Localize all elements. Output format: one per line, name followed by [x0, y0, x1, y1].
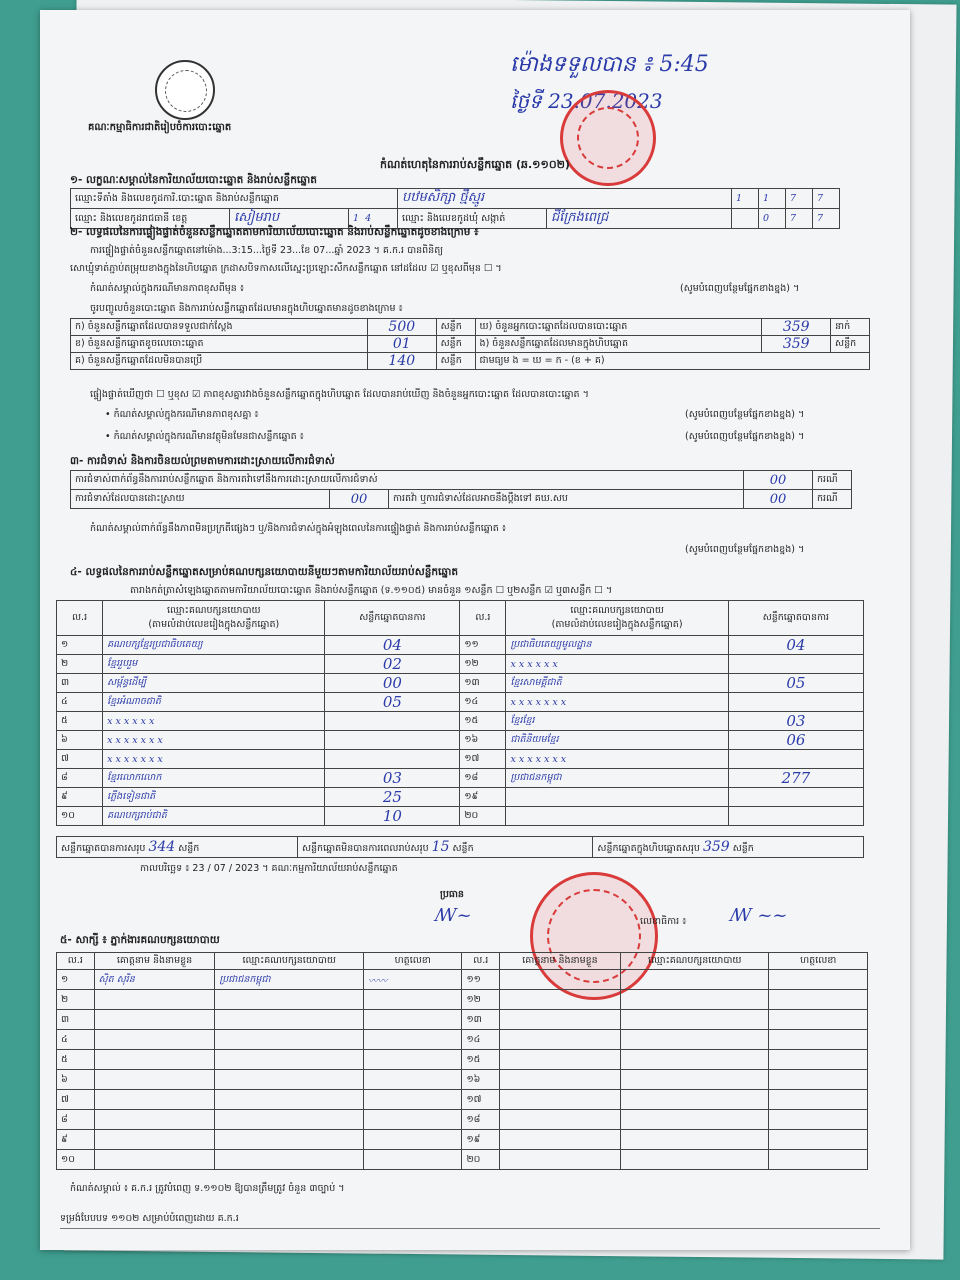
party-votes: 277: [728, 769, 863, 788]
row-number: ១៨: [462, 1110, 500, 1130]
s3-hint: (សូមបំពេញបន្ថែមផ្នែកខាងខ្នង) ។: [685, 544, 805, 555]
witness-party: [215, 1070, 364, 1090]
s3-unit: ករណី: [813, 471, 852, 490]
s2-line2: សោឃ្មុំទាត់ភ្ជាប់តម្រុយខាងក្នុងនៃហិបឆ្នោត ក្រដាសបិទកាសលើស្នេះប្រឡោះសឹកសន្លឹកឆ្នោត នៅដដែល ☑ ឬខុសពីមុន ☐ ។: [70, 263, 502, 274]
party-votes: 03: [728, 712, 863, 731]
total-unit: សន្លឹក: [732, 842, 754, 854]
party-name: សម្ព័ន្ធដើម្បី: [103, 674, 325, 693]
w-col-name: គោត្តនាម និងនាមខ្លួន: [500, 953, 621, 970]
s2-unit: សន្លឹក: [436, 336, 475, 353]
w-col-party: ឈ្មោះគណបក្សនយោបាយ: [215, 953, 364, 970]
party-votes: 03: [325, 769, 460, 788]
chairman-label: ប្រធាន: [440, 889, 464, 900]
chairman-signature: ꟿ~: [435, 905, 472, 926]
party-votes: 05: [728, 674, 863, 693]
s2-hint: (សូមបំពេញបន្ថែមផ្នែកខាងខ្នង) ។: [685, 431, 805, 442]
col-no: ល.រ: [57, 601, 103, 636]
row-number: ១៥: [460, 712, 506, 731]
total-box-value: 359: [702, 838, 730, 855]
party-name: x x x x x x: [506, 655, 728, 674]
table-row: [57, 1110, 868, 1130]
s1-code: 1: [759, 189, 786, 209]
party-name: x x x x x x x: [103, 731, 325, 750]
row-number: ៥: [57, 1050, 95, 1070]
witness-name: [94, 1030, 215, 1050]
witness-signature: [364, 1030, 462, 1050]
table-row: [57, 750, 864, 769]
party-name: គណបក្សរាប់ជាតិ: [103, 807, 325, 826]
witness-signature: [364, 1050, 462, 1070]
election-form-sheet: [40, 10, 910, 1250]
s1-row1-value: បឋមសិក្សា ថ្មីស្មូរ: [398, 189, 732, 209]
s2-unit: សន្លឹក: [436, 319, 475, 336]
witness-signature: 〰〰: [364, 970, 462, 990]
row-number: ២: [57, 655, 103, 674]
section1-table: [70, 188, 840, 229]
s2-note: កំណត់សម្គាល់ក្នុងករណីមានភាពខុសពីមុន ៖: [90, 283, 245, 294]
row-number: ១៧: [460, 750, 506, 769]
row-number: ១០: [57, 1150, 95, 1170]
footer-divider: [60, 1228, 880, 1229]
witness-name: [500, 1090, 621, 1110]
total-invalid-value: 15: [431, 838, 450, 855]
s2-subtitle: ចូរបញ្ចូលចំនួនបោះឆ្នោត និងការរាប់សន្លឹកឆ្នោតដែលមានក្នុងហិបឆ្នោតមានដូចខាងក្រោម ៖: [90, 303, 403, 314]
witness-party: [215, 1150, 364, 1170]
s2-ko-value: 140: [367, 353, 436, 370]
s1-code: 7: [786, 189, 813, 209]
table-row: [57, 807, 864, 826]
secretary-signature: ꟿ ~~: [730, 905, 788, 926]
party-votes: [728, 807, 863, 826]
witness-name: [94, 1110, 215, 1130]
s3-row1-value: 00: [744, 471, 813, 490]
row-number: ១៧: [462, 1090, 500, 1110]
s1-province-value: សៀមរាប: [230, 209, 349, 229]
total-unit: សន្លឹក: [178, 842, 200, 854]
witness-name: [500, 1150, 621, 1170]
row-number: ១: [57, 636, 103, 655]
witness-name: [500, 1010, 621, 1030]
witness-signature: [769, 1070, 868, 1090]
witness-party: [215, 1110, 364, 1130]
w-col-sign: ហត្ថលេខា: [769, 953, 868, 970]
w-col-no: ល.រ: [462, 953, 500, 970]
party-votes: [325, 731, 460, 750]
row-number: ១៩: [462, 1130, 500, 1150]
s2-kha-label: ខ) ចំនួនសន្លឹកឆ្នោតខូចលេចោះឆ្នោត: [71, 336, 368, 353]
witness-name: [94, 1010, 215, 1030]
party-votes: [728, 693, 863, 712]
s3-row2b-label: ការតវ៉ា ឬការជំទាស់ដែលអាចនឹងប្តឹងទៅ គឃ.សប: [389, 490, 744, 509]
witness-signature: [769, 1010, 868, 1030]
table-row: [57, 990, 868, 1010]
s1-commune-code: 7: [786, 209, 813, 229]
witness-party: [620, 1030, 769, 1050]
witness-signature: [364, 1090, 462, 1110]
row-number: ២: [57, 990, 95, 1010]
section3-title: ៣- ការជំទាស់ និងការចិនយល់ព្រមតាមការដោះស្រាយលើការជំទាស់: [70, 455, 335, 467]
witness-party: [620, 1070, 769, 1090]
row-number: ១៤: [462, 1030, 500, 1050]
party-name: [506, 807, 728, 826]
results-table: [56, 600, 864, 826]
s2-hint: (សូមបំពេញបន្ថែមផ្នែកខាងខ្នង) ។: [685, 409, 805, 420]
table-row: [57, 1070, 868, 1090]
s2-formula: ជាមធ្យម ង = ឃ = ក - (ខ + គ): [475, 353, 869, 370]
party-votes: 05: [325, 693, 460, 712]
table-row: [57, 1010, 868, 1030]
row-number: ៩: [57, 788, 103, 807]
nec-logo: [155, 60, 215, 120]
row-number: ១៥: [462, 1050, 500, 1070]
party-name: គណបក្សខ្មែរប្រជាធិបតេយ្យ: [103, 636, 325, 655]
s3-row2-label: ការជំទាស់ដែលបានដោះស្រាយ: [71, 490, 330, 509]
s1-code: 1: [732, 189, 759, 209]
witness-signature: [769, 1030, 868, 1050]
witness-name: [500, 1070, 621, 1090]
footer-form-code: ទម្រង់បែបបទ ១១០២ សម្រាប់បំពេញដោយ គ.ក.រ: [60, 1213, 239, 1224]
witness-signature: [364, 1130, 462, 1150]
witness-signature: [364, 990, 462, 1010]
witness-name: [94, 1090, 215, 1110]
row-number: ៥: [57, 712, 103, 731]
party-votes: 02: [325, 655, 460, 674]
col-party-sub: (តាមលំដាប់លេខរៀងក្នុងសន្លឹកឆ្នោត): [148, 619, 280, 630]
witness-signature: [769, 1110, 868, 1130]
row-number: ១៦: [462, 1070, 500, 1090]
table-row: [57, 693, 864, 712]
s1-province-code: 4: [365, 213, 372, 224]
witness-signature: [364, 1150, 462, 1170]
section2-count-table: [70, 318, 870, 370]
party-name: [506, 788, 728, 807]
table-row: [57, 1150, 868, 1170]
s1-code: 7: [813, 189, 840, 209]
party-votes: [728, 788, 863, 807]
s2-unit-person: នាក់: [831, 319, 870, 336]
witness-name: [500, 1110, 621, 1130]
witness-signature: [769, 1150, 868, 1170]
table-row: [57, 731, 864, 750]
s3-row1-label: ការជំទាស់ពាក់ព័ន្ធនឹងការរាប់សន្លឹកឆ្នោត និងការតវ៉ាទៅនឹងការដោះស្រាយលើការជំទាស់: [71, 471, 744, 490]
witness-party: [215, 1050, 364, 1070]
s2-kha-value: 01: [367, 336, 436, 353]
row-number: ១៤: [460, 693, 506, 712]
table-row: [57, 1030, 868, 1050]
witness-party: [620, 1150, 769, 1170]
s2-gha-value: 359: [762, 319, 831, 336]
party-votes: 04: [728, 636, 863, 655]
results-totals: [56, 836, 864, 858]
s2-bullet1: • កំណត់សម្គាល់ក្នុងករណីមានភាពខុសគ្នា ៖: [105, 409, 259, 420]
s1-province-code: 1: [353, 213, 360, 224]
secretary-label: លេខាធិការ ៖: [640, 916, 687, 927]
w-col-sign: ហត្ថលេខា: [364, 953, 462, 970]
witness-name: [500, 970, 621, 990]
section1-title: ១- លក្ខណៈសម្គាល់នៃការិយាល័យបោះឆ្នោត និងរាប់សន្លឹកឆ្នោត: [70, 174, 317, 186]
row-number: ១៩: [460, 788, 506, 807]
s1-commune-label: ឈ្មោះ និងលេខកូដឃុំ សង្កាត់: [398, 209, 547, 229]
row-number: ១២: [460, 655, 506, 674]
w-col-no: ល.រ: [57, 953, 95, 970]
row-number: ១០: [57, 807, 103, 826]
witness-name: [500, 1050, 621, 1070]
col-votes: សន្លឹកឆ្នោតបានការ: [325, 601, 460, 636]
table-row: [57, 1130, 868, 1150]
organization-name: គណៈកម្មាធិការជាតិរៀបចំការបោះឆ្នោត: [88, 122, 232, 133]
table-row: [57, 788, 864, 807]
witness-name: [500, 1030, 621, 1050]
col-party: ឈ្មោះគណបក្សនយោបាយ: [167, 605, 261, 616]
s1-commune-code: 7: [813, 209, 840, 229]
witness-party: [215, 990, 364, 1010]
handwritten-date: ថ្ងៃទី 23.07.2023: [510, 89, 663, 113]
witness-party: [215, 1010, 364, 1030]
s1-commune-code: 0: [759, 209, 786, 229]
witness-signature: [769, 970, 868, 990]
s2-unit: សន្លឹក: [436, 353, 475, 370]
party-name: x x x x x x x: [103, 750, 325, 769]
party-votes: [325, 712, 460, 731]
section2-title: ២- លទ្ធផលនៃការផ្ទៀងផ្ទាត់ចំនួនសន្លឹកឆ្នោតតាមការិយាល័យបោះឆ្នោត និងរាប់សន្លឹកឆ្នោតដូចខាងក្រោម ៖: [70, 226, 479, 238]
table-row: [57, 769, 864, 788]
row-number: ៣: [57, 1010, 95, 1030]
table-row: [57, 970, 868, 990]
party-votes: 25: [325, 788, 460, 807]
witness-table: [56, 952, 868, 1170]
witness-name: [94, 1070, 215, 1090]
party-name: ខ្មែរលោកលោក: [103, 769, 325, 788]
witness-signature: [769, 990, 868, 1010]
row-number: ៤: [57, 693, 103, 712]
s2-nga-label: ង) ចំនួនសន្លឹកឆ្នោតដែលមានក្នុងហិបឆ្នោត: [475, 336, 762, 353]
party-name: ប្រជាជនកម្ពុជា: [506, 769, 728, 788]
s1-commune-value: ជីក្រែងពេជ្រ: [547, 209, 732, 229]
s4-date-line: កាលបរិច្ឆេទ ៖ 23 / 07 / 2023 ។ គណៈកម្មការិយាល័យរាប់សន្លឹកឆ្នោត: [140, 863, 398, 874]
party-votes: [728, 655, 863, 674]
s2-line1: ការផ្ទៀងផ្ទាត់ចំនួនសន្លឹកឆ្នោតនៅម៉ោង...3:15...ថ្ងៃទី 23...ខែ 07...ឆ្នាំ 2023 ។ គ.ក.រ បានពិនិត្យ: [90, 245, 444, 256]
row-number: ៣: [57, 674, 103, 693]
row-number: ១១: [462, 970, 500, 990]
witness-name: [94, 1130, 215, 1150]
total-valid-label: សន្លឹកឆ្នោតបានការសរុប: [61, 842, 146, 854]
s2-unit: សន្លឹក: [831, 336, 870, 353]
total-unit: សន្លឹក: [452, 842, 474, 854]
witness-party: [620, 1110, 769, 1130]
row-number: ១៦: [460, 731, 506, 750]
s2-note-hint: (សូមបំពេញបន្ថែមផ្នែកខាងខ្នង) ។: [680, 283, 800, 294]
party-name: ជាតិនិយមខ្មែរ: [506, 731, 728, 750]
party-name: ភ្លើងទៀនជាតិ: [103, 788, 325, 807]
witness-signature: [364, 1070, 462, 1090]
table-row: [57, 1090, 868, 1110]
witness-name: [94, 1050, 215, 1070]
section3-table: [70, 470, 852, 509]
s2-ko-label: គ) ចំនួនសន្លឹកឆ្នោតដែលមិនបានប្រើ: [71, 353, 368, 370]
table-row: [57, 1050, 868, 1070]
row-number: ១១: [460, 636, 506, 655]
party-votes: 06: [728, 731, 863, 750]
s3-note: កំណត់សម្គាល់ពាក់ព័ន្ធនឹងភាពមិនប្រក្រតីផ្សេងៗ ឬ/និងការជំទាស់ក្នុងអំឡុងពេលនៃការផ្ទៀងផ្ទាត់ និងការរាប់សន្លឹកឆ្នោត ៖: [90, 523, 507, 534]
s1-row1-label: ឈ្មោះទីតាំង និងលេខកូដការិ.បោះឆ្នោត និងរាប់សន្លឹកឆ្នោត: [71, 189, 398, 209]
witness-name: [500, 990, 621, 1010]
party-name: ខ្មែរខ្មែរ: [506, 712, 728, 731]
col-party-sub: (តាមលំដាប់លេខរៀងក្នុងសន្លឹកឆ្នោត): [551, 619, 683, 630]
row-number: ៧: [57, 1090, 95, 1110]
footer-note: កំណត់សម្គាល់ ៖ គ.ក.រ ត្រូវបំពេញ ទ.១១០២ ឱ្យបានត្រឹមត្រូវ ចំនួន ៣ច្បាប់ ។: [70, 1183, 345, 1194]
row-number: ២០: [462, 1150, 500, 1170]
total-invalid-label: សន្លឹកឆ្នោតមិនបានការពេលរាប់សរុប: [301, 842, 429, 854]
party-name: ខ្មែរសាមគ្គីជាតិ: [506, 674, 728, 693]
witness-party: [215, 1130, 364, 1150]
witness-signature: [769, 1090, 868, 1110]
row-number: ៨: [57, 769, 103, 788]
table-row: [57, 674, 864, 693]
witness-party: [620, 1050, 769, 1070]
witness-party: [620, 970, 769, 990]
party-votes: [325, 750, 460, 769]
s2-check-line: ផ្ទៀងផ្ទាត់ឃើញថា ☐ ឬខុស ☑ ភាពខុសគ្នារវាងចំនួនសន្លឹកឆ្នោតក្នុងហិបឆ្នោត ដែលបានរាប់ឃើញ និងចំនួនអ្នកបោះឆ្នោត ដែលបានបោះឆ្នោត ។: [90, 389, 589, 400]
party-votes: 10: [325, 807, 460, 826]
s3-row2b-value: 00: [744, 490, 813, 509]
party-name: ខ្មែររួបរួម: [103, 655, 325, 674]
party-votes: [728, 750, 863, 769]
w-col-name: គោត្តនាម និងនាមខ្លួន: [94, 953, 215, 970]
total-box-label: សន្លឹកឆ្នោតក្នុងហិបឆ្នោតសរុប: [597, 842, 700, 854]
row-number: ៤: [57, 1030, 95, 1050]
party-name: x x x x x x x: [506, 750, 728, 769]
witness-party: [620, 1130, 769, 1150]
witness-name: [94, 990, 215, 1010]
document-title: កំណត់ហេតុនៃការរាប់សន្លឹកឆ្នោត (ឆ.១១០២): [380, 158, 570, 171]
row-number: ១៨: [460, 769, 506, 788]
row-number: ៨: [57, 1110, 95, 1130]
s2-bullet2: • កំណត់សម្គាល់ក្នុងករណីមានវត្ថុមិនមែនជាសន្លឹកឆ្នោត ៖: [105, 431, 304, 442]
witness-signature: [364, 1110, 462, 1130]
row-number: ១: [57, 970, 95, 990]
s3-row2-value: 00: [330, 490, 389, 509]
witness-party: [620, 990, 769, 1010]
s2-nga-value: 359: [762, 336, 831, 353]
s1-row2-label: ឈ្មោះ និងលេខកូដរាជធានី ខេត្ត: [71, 209, 230, 229]
party-name: ប្រជាធិបតេយ្យមូលដ្ឋាន: [506, 636, 728, 655]
witness-signature: [769, 1130, 868, 1150]
section5-title: ៥- សាក្សី ៖ ភ្នាក់ងារគណបក្សនយោបាយ: [60, 934, 220, 946]
row-number: ៦: [57, 1070, 95, 1090]
handwritten-time: ម៉ោងទទួលបាន ៖ 5:45: [510, 52, 709, 77]
witness-party: [215, 1030, 364, 1050]
section4-title: ៤- លទ្ធផលនៃការរាប់សន្លឹកឆ្នោតសម្រាប់គណបក្សនយោបាយនីមួយៗតាមការិយាល័យរាប់សន្លឹកឆ្នោត: [70, 566, 459, 578]
s2-ka-label: ក) ចំនួនសន្លឹកឆ្នោតដែលបានទទួលជាក់ស្តែង: [71, 319, 368, 336]
s3-unit: ករណី: [813, 490, 852, 509]
party-votes: 00: [325, 674, 460, 693]
row-number: ៩: [57, 1130, 95, 1150]
party-name: x x x x x x x: [506, 693, 728, 712]
witness-party: ប្រជាជនកម្ពុជា: [215, 970, 364, 990]
witness-signature: [769, 1050, 868, 1070]
row-number: ១២: [462, 990, 500, 1010]
row-number: ១៣: [462, 1010, 500, 1030]
s2-gha-label: ឃ) ចំនួនអ្នកបោះឆ្នោតដែលបានបោះឆ្នោត: [475, 319, 762, 336]
col-party: ឈ្មោះគណបក្សនយោបាយ: [570, 605, 664, 616]
table-row: [57, 712, 864, 731]
col-votes: សន្លឹកឆ្នោតបានការ: [728, 601, 863, 636]
witness-name: ស៊ិត សុរិន: [94, 970, 215, 990]
witness-name: [500, 1130, 621, 1150]
party-votes: 04: [325, 636, 460, 655]
witness-signature: [364, 1010, 462, 1030]
row-number: ១៣: [460, 674, 506, 693]
w-col-party: ឈ្មោះគណបក្សនយោបាយ: [620, 953, 769, 970]
party-name: ខ្មែរអំណាចជាតិ: [103, 693, 325, 712]
table-row: [57, 636, 864, 655]
total-valid-value: 344: [148, 838, 176, 855]
row-number: ២០: [460, 807, 506, 826]
row-number: ៦: [57, 731, 103, 750]
witness-name: [94, 1150, 215, 1170]
s4-intro: តារាងកត់ត្រាសំឡេងឆ្នោតតាមការិយាល័យបោះឆ្នោត និងរាប់សន្លឹកឆ្នោត (ទ.១១០៥) មានចំនួន ១សន្លឹក ☐ ឬ២សន្លឹក ☑ ឬ៣សន្លឹក ☐ ។: [130, 585, 613, 596]
witness-party: [620, 1010, 769, 1030]
col-no: ល.រ: [460, 601, 506, 636]
party-name: x x x x x x: [103, 712, 325, 731]
s2-ka-value: 500: [367, 319, 436, 336]
table-row: [57, 655, 864, 674]
witness-party: [215, 1090, 364, 1110]
row-number: ៧: [57, 750, 103, 769]
witness-party: [620, 1090, 769, 1110]
